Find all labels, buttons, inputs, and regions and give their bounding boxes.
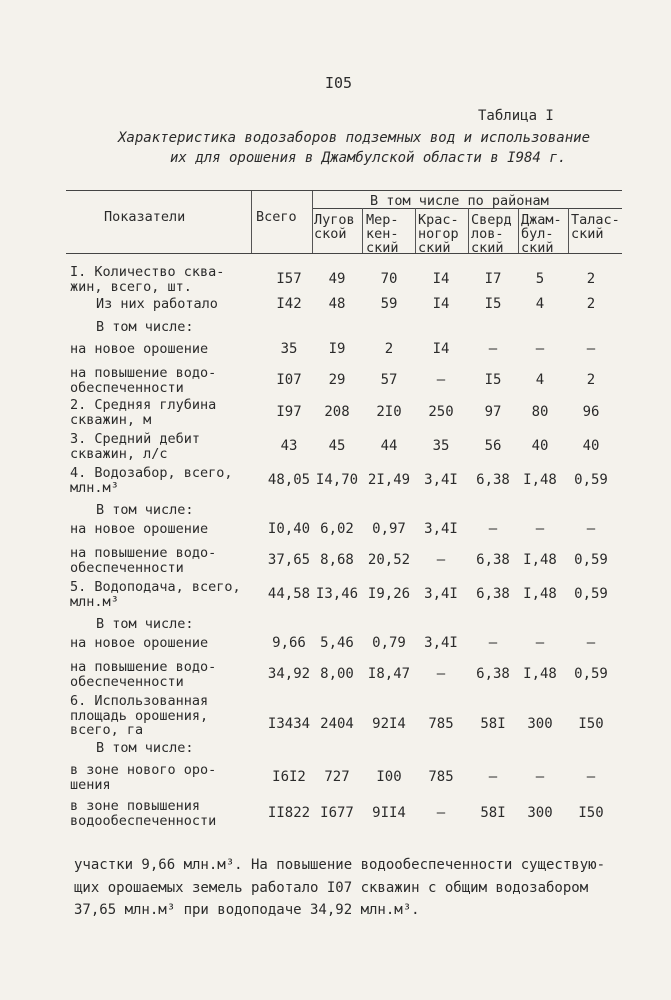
row-6-col-6-value: 80 — [531, 404, 549, 421]
row-2-col-7-value: 2 — [586, 296, 596, 312]
row-12-label-line-2: млн.м³ — [70, 593, 119, 610]
row-11-col-1-value: 37,65 — [267, 552, 311, 569]
row-10-col-4-value: 3,4I — [424, 521, 458, 537]
row-6-col-5-value: 97 — [484, 404, 502, 421]
row-2-col-4-value: I4 — [432, 296, 450, 312]
row-18-label-line-1: в зоне нового оро- — [70, 762, 217, 778]
row-11-col-5-value: 6,38 — [476, 552, 510, 569]
row-12-col-3-value: I9,26 — [367, 586, 411, 603]
row-16-col-1-value: I3434 — [267, 715, 311, 732]
row-8-col-7-value: 0,59 — [574, 472, 608, 489]
row-18-col-6-value: – — [535, 769, 545, 786]
row-18-col-1-value: I6I2 — [272, 769, 306, 786]
header-district-5-line-2: бул- — [521, 226, 554, 242]
row-10-col-3-value: 0,97 — [372, 521, 406, 537]
row-18-col-5-value: – — [488, 769, 498, 786]
row-5-col-1-value: I07 — [276, 372, 302, 389]
row-7-col-4-value: 35 — [432, 438, 450, 455]
row-11-label-line-2: обеспеченности — [70, 559, 184, 576]
row-10-col-6-value: – — [535, 521, 545, 537]
row-12-col-1-value: 44,58 — [267, 586, 311, 603]
row-14-col-6-value: – — [535, 635, 545, 651]
row-6-col-1-value: I97 — [276, 404, 302, 421]
row-18-col-2-value: 727 — [324, 769, 350, 786]
paragraph-line-2: щих орошаемых земель работало I07 скважин с общим водозабором — [74, 880, 589, 896]
header-indicators: Показатели — [104, 209, 186, 225]
row-11-col-2-value: 8,68 — [320, 552, 354, 569]
header-district-3-line-2: ногор — [418, 226, 459, 242]
row-15-label-line-1: на повышение водо- — [70, 659, 217, 675]
row-12-label-line-1: 5. Водоподача, всего, — [70, 579, 241, 595]
row-15-col-4-value: – — [436, 666, 446, 683]
table-label: Таблица I — [478, 108, 554, 124]
row-7-label-line-1: 3. Средний дебит — [70, 431, 201, 447]
row-1-col-1-value: I57 — [276, 271, 302, 288]
row-15-col-7-value: 0,59 — [574, 666, 608, 683]
row-12-col-5-value: 6,38 — [476, 586, 510, 603]
header-total: Всего — [256, 209, 297, 225]
row-11-col-4-value: – — [436, 552, 446, 569]
row-2-label-line-1: Из них работало — [96, 296, 218, 312]
row-8-col-3-value: 2I,49 — [367, 472, 411, 489]
row-15-col-6-value: I,48 — [523, 666, 557, 683]
header-district-2-line-3: ский — [366, 240, 399, 256]
table-top-rule — [66, 190, 622, 191]
row-8-label-line-1: 4. Водозабор, всего, — [70, 465, 233, 481]
row-10-label-line-1: на новое орошение — [70, 521, 209, 537]
row-10-col-5-value: – — [488, 521, 498, 537]
row-8-label-line-2: млн.м³ — [70, 479, 119, 496]
row-1-col-5-value: I7 — [484, 271, 502, 288]
table-title-line-2: их для орошения в Джамбулской области в I984 г. — [170, 150, 567, 166]
row-9-label-line-1: В том числе: — [96, 502, 194, 518]
row-6-col-7-value: 96 — [582, 404, 600, 421]
row-14-col-7-value: – — [586, 635, 596, 651]
header-district-2-line-1: Мер- — [366, 212, 399, 228]
row-16-label-line-2: площадь орошения, — [70, 707, 209, 724]
row-10-col-7-value: – — [586, 521, 596, 537]
header-district-2-line-2: кен- — [366, 226, 399, 242]
row-4-label-line-1: на новое орошение — [70, 341, 209, 357]
row-11-label-line-1: на повышение водо- — [70, 545, 217, 561]
row-6-col-4-value: 250 — [428, 404, 454, 421]
row-1-label-line-1: I. Количество сква- — [70, 264, 225, 280]
table-title-line-1: Характеристика водозаборов подземных вод и использование — [118, 130, 591, 146]
row-8-col-2-value: I4,70 — [315, 472, 359, 489]
row-7-col-7-value: 40 — [582, 438, 600, 455]
row-19-col-4-value: – — [436, 805, 446, 822]
row-19-col-5-value: 58I — [480, 805, 506, 822]
row-16-label-line-1: 6. Использованная — [70, 693, 209, 709]
row-7-col-6-value: 40 — [531, 438, 549, 455]
header-district-6-line-2: ский — [571, 226, 604, 242]
row-12-col-2-value: I3,46 — [315, 586, 359, 603]
header-district-5-line-3: ский — [521, 240, 554, 256]
row-7-col-3-value: 44 — [380, 438, 398, 455]
row-11-col-7-value: 0,59 — [574, 552, 608, 569]
row-12-col-6-value: I,48 — [523, 586, 557, 603]
row-19-col-2-value: I677 — [320, 805, 354, 822]
row-7-col-1-value: 43 — [280, 438, 298, 455]
row-12-col-7-value: 0,59 — [574, 586, 608, 603]
row-16-col-5-value: 58I — [480, 715, 506, 732]
row-5-col-7-value: 2 — [586, 372, 596, 389]
row-14-col-1-value: 9,66 — [272, 635, 306, 651]
row-5-col-2-value: 29 — [328, 372, 346, 389]
row-2-col-1-value: I42 — [276, 296, 302, 312]
row-15-col-3-value: I8,47 — [367, 666, 411, 683]
paragraph-line-1: участки 9,66 млн.м³. На повышение водообеспеченности существую- — [74, 857, 606, 873]
row-8-col-4-value: 3,4I — [424, 472, 458, 489]
row-18-col-4-value: 785 — [428, 769, 454, 786]
row-8-col-1-value: 48,05 — [267, 472, 311, 489]
row-7-col-2-value: 45 — [328, 438, 346, 455]
row-4-col-7-value: – — [586, 341, 596, 357]
row-6-label-line-1: 2. Средняя глубина — [70, 397, 217, 413]
row-1-col-6-value: 5 — [535, 271, 545, 288]
row-2-col-6-value: 4 — [535, 296, 545, 312]
row-16-col-3-value: 92I4 — [372, 715, 406, 732]
col-divider-district-1 — [312, 191, 313, 253]
row-11-col-6-value: I,48 — [523, 552, 557, 569]
row-1-col-3-value: 70 — [380, 271, 398, 288]
row-14-col-3-value: 0,79 — [372, 635, 406, 651]
col-divider-district-6 — [568, 208, 569, 253]
row-15-col-1-value: 34,92 — [267, 666, 311, 683]
row-5-col-3-value: 57 — [380, 372, 398, 389]
row-19-col-6-value: 300 — [527, 805, 553, 822]
row-4-col-3-value: 2 — [384, 341, 394, 357]
row-10-col-2-value: 6,02 — [320, 521, 354, 537]
header-district-4-line-1: Сверд — [471, 212, 512, 228]
row-4-col-4-value: I4 — [432, 341, 450, 357]
row-16-col-4-value: 785 — [428, 715, 454, 732]
row-18-col-7-value: – — [586, 769, 596, 786]
row-10-col-1-value: I0,40 — [267, 521, 311, 537]
row-16-label-line-3: всего, га — [70, 722, 144, 738]
header-district-4-line-2: лов- — [471, 226, 504, 242]
row-18-label-line-2: шения — [70, 776, 111, 793]
header-district-5-line-1: Джам- — [521, 212, 562, 228]
row-19-col-1-value: II822 — [267, 805, 311, 822]
row-1-col-4-value: I4 — [432, 271, 450, 288]
col-divider-district-3 — [415, 208, 416, 253]
col-divider-district-4 — [468, 208, 469, 253]
row-14-label-line-1: на новое орошение — [70, 635, 209, 651]
row-5-label-line-1: на повышение водо- — [70, 365, 217, 381]
row-8-col-6-value: I,48 — [523, 472, 557, 489]
row-1-col-2-value: 49 — [328, 271, 346, 288]
header-district-4-line-3: ский — [471, 240, 504, 256]
row-8-col-5-value: 6,38 — [476, 472, 510, 489]
row-7-col-5-value: 56 — [484, 438, 502, 455]
row-14-col-4-value: 3,4I — [424, 635, 458, 651]
row-16-col-6-value: 300 — [527, 715, 553, 732]
header-district-3-line-1: Крас- — [418, 212, 459, 228]
paragraph-line-3: 37,65 млн.м³ при водоподаче 34,92 млн.м³. — [74, 902, 420, 918]
row-17-label-line-1: В том числе: — [96, 740, 194, 756]
row-12-col-4-value: 3,4I — [424, 586, 458, 603]
header-district-1-line-1: Лугов — [314, 212, 355, 228]
row-19-col-7-value: I50 — [578, 805, 604, 822]
row-18-col-3-value: I00 — [376, 769, 402, 786]
header-district-3-line-3: ский — [418, 240, 451, 256]
row-4-col-5-value: – — [488, 341, 498, 357]
page-number: I05 — [325, 74, 353, 92]
row-1-col-7-value: 2 — [586, 271, 596, 288]
row-14-col-2-value: 5,46 — [320, 635, 354, 651]
row-15-col-5-value: 6,38 — [476, 666, 510, 683]
header-by-district: В том числе по районам — [370, 193, 549, 209]
row-11-col-3-value: 20,52 — [367, 552, 411, 569]
row-2-col-2-value: 48 — [328, 296, 346, 312]
row-15-label-line-2: обеспеченности — [70, 673, 184, 690]
row-7-label-line-2: скважин, л/с — [70, 445, 168, 462]
row-16-col-2-value: 2404 — [320, 715, 354, 732]
row-1-label-line-2: жин, всего, шт. — [70, 278, 192, 295]
row-19-label-line-1: в зоне повышения — [70, 798, 201, 814]
row-15-col-2-value: 8,00 — [320, 666, 354, 683]
row-16-col-7-value: I50 — [578, 715, 604, 732]
header-district-6-line-1: Талас- — [571, 212, 620, 228]
header-district-1-line-2: ской — [314, 226, 347, 242]
col-divider-district-2 — [362, 208, 363, 253]
row-5-label-line-2: обеспеченности — [70, 379, 184, 396]
row-5-col-4-value: – — [436, 372, 446, 389]
row-6-label-line-2: скважин, м — [70, 411, 152, 428]
row-2-col-3-value: 59 — [380, 296, 398, 312]
row-13-label-line-1: В том числе: — [96, 616, 194, 632]
row-4-col-1-value: 35 — [280, 341, 298, 357]
row-4-col-6-value: – — [535, 341, 545, 357]
col-divider-district-5 — [518, 208, 519, 253]
row-4-col-2-value: I9 — [328, 341, 346, 357]
row-3-label-line-1: В том числе: — [96, 319, 194, 335]
row-14-col-5-value: – — [488, 635, 498, 651]
col-divider-total — [251, 191, 252, 253]
row-19-col-3-value: 9II4 — [372, 805, 406, 822]
row-6-col-2-value: 208 — [324, 404, 350, 421]
row-5-col-6-value: 4 — [535, 372, 545, 389]
row-2-col-5-value: I5 — [484, 296, 502, 312]
row-6-col-3-value: 2I0 — [376, 404, 402, 421]
row-19-label-line-2: водообеспеченности — [70, 812, 217, 829]
row-5-col-5-value: I5 — [484, 372, 502, 389]
